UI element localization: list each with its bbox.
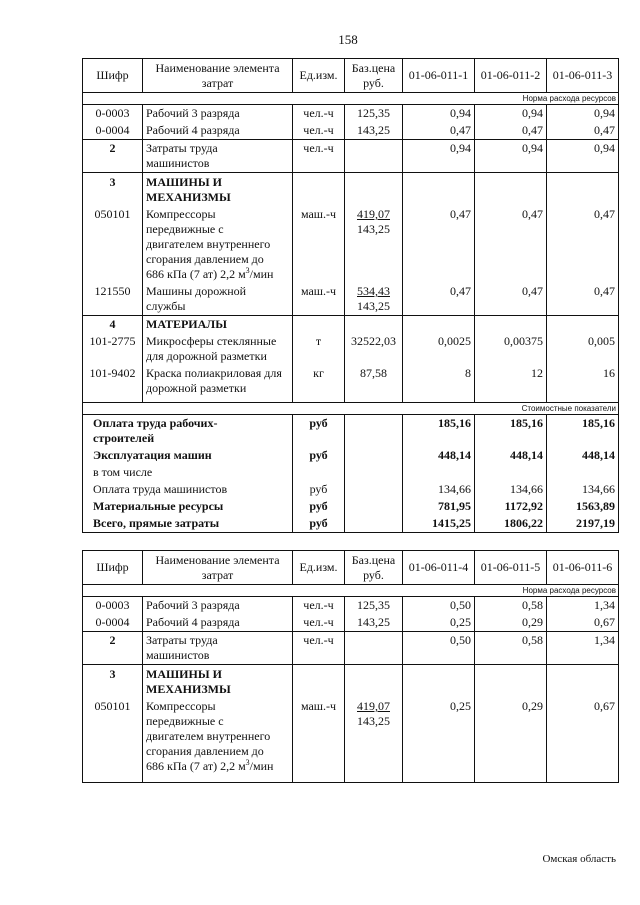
table-row [83, 614, 619, 632]
row-name: Рабочий 4 разряда [143, 614, 293, 632]
total-unit: руб [293, 515, 345, 533]
row-unit: т [293, 333, 345, 365]
row-value: 0,47 [403, 283, 475, 316]
footer-region: Омская область [542, 853, 616, 865]
table-row [83, 333, 619, 365]
row-value: 0,47 [547, 122, 619, 140]
row-code: 0-0003 [83, 597, 143, 615]
header-name: Наименование элемента затрат [143, 59, 293, 93]
total-value: 1415,25 [403, 515, 475, 533]
row-code: 0-0004 [83, 614, 143, 632]
total-label: Оплата труда рабочих- строителей [83, 415, 293, 448]
header-unit: Ед.изм. [293, 551, 345, 585]
header-column-1: 01-06-011-1 [403, 59, 475, 93]
header-unit: Ед.изм. [293, 59, 345, 93]
total-value: 1806,22 [475, 515, 547, 533]
row-value: 0,47 [475, 122, 547, 140]
row-unit: кг [293, 365, 345, 403]
row-value: 0,00375 [475, 333, 547, 365]
row-unit: чел.-ч [293, 632, 345, 665]
total-value: 134,66 [403, 481, 475, 498]
row-value: 0,94 [475, 105, 547, 123]
row-code: 2 [83, 140, 143, 173]
total-label: Эксплуатация машин [83, 447, 293, 464]
row-price: 32522,03 [345, 333, 403, 365]
row-code: 0-0003 [83, 105, 143, 123]
row-unit: чел.-ч [293, 614, 345, 632]
row-code: 101-2775 [83, 333, 143, 365]
row-value: 1,34 [594, 598, 615, 612]
header-price: Баз.цена руб. [345, 59, 403, 93]
row-value: 0,47 [594, 207, 615, 221]
row-name: Компрессоры передвижные с двигателем внутреннего сгорания давлением до 686 кПа (7 ат) 2,2 $м^3$/мин [143, 206, 293, 283]
total-label: Всего, прямые затраты [83, 515, 293, 533]
row-price: 87,58 [345, 365, 403, 403]
row-unit: чел.-ч [293, 140, 345, 173]
row-name: Компрессоры передвижные с двигателем внутреннего сгорания давлением до 686 кПа (7 ат) 2,2 $м^3$/мин [143, 698, 293, 783]
row-unit: маш.-ч [293, 698, 345, 783]
total-value: 448,14 [403, 447, 475, 464]
total-value: 185,16 [475, 415, 547, 448]
header-price: Баз.цена руб. [345, 551, 403, 585]
row-value: 0,47 [475, 283, 547, 316]
group-title: МАТЕРИАЛЫ [143, 316, 293, 334]
row-value: 0,47 [475, 206, 547, 283]
total-value: 448,14 [582, 448, 615, 462]
row-price: 143,25 [345, 614, 403, 632]
row-name: Краска полиакриловая для дорожной разметки [143, 365, 293, 403]
row-value: 0,25 [403, 698, 475, 783]
total-unit: руб [293, 447, 345, 464]
group-row [83, 316, 619, 334]
total-value: 2197,19 [576, 516, 615, 530]
row-value: 0,47 [403, 206, 475, 283]
header-name: Наименование элемента затрат [143, 551, 293, 585]
row-value: 1,34 [547, 632, 619, 665]
total-value: 134,66 [475, 481, 547, 498]
table-row [83, 632, 619, 665]
total-value: 1563,89 [576, 499, 615, 513]
row-unit: чел.-ч [293, 105, 345, 123]
row-price: 419,07 143,25 [345, 206, 403, 283]
row-price: 125,35 [345, 597, 403, 615]
row-value: 0,25 [403, 614, 475, 632]
row-name: Рабочий 3 разряда [143, 597, 293, 615]
group-title: МАШИНЫ И МЕХАНИЗМЫ [143, 665, 293, 699]
group-row [83, 665, 619, 699]
page-number: 158 [338, 32, 358, 47]
header-column-4: 01-06-011-4 [403, 551, 475, 585]
row-value: 0,67 [547, 614, 619, 632]
total-unit: руб [293, 481, 345, 498]
row-code: 0-0004 [83, 122, 143, 140]
section-costs-row [83, 403, 619, 415]
table-row [83, 283, 619, 316]
row-code: 050101 [83, 206, 143, 283]
row-value: 0,94 [594, 106, 615, 120]
header-code: Шифр [83, 551, 143, 585]
group-code: 3 [83, 665, 143, 699]
row-name: Машины дорожной службы [143, 283, 293, 316]
row-value: 0,67 [594, 699, 615, 713]
row-name: Микросферы стеклянные для дорожной разметки [143, 333, 293, 365]
row-code: 101-9402 [83, 365, 143, 403]
row-price [345, 632, 403, 665]
row-value: 0,94 [475, 140, 547, 173]
row-unit: чел.-ч [293, 597, 345, 615]
row-price: 534,43 143,25 [345, 283, 403, 316]
row-code: 050101 [83, 698, 143, 783]
row-price [345, 140, 403, 173]
row-value: 0,50 [403, 632, 475, 665]
row-value: 0,29 [475, 698, 547, 783]
row-name: Затраты труда машинистов [143, 632, 293, 665]
row-code: 2 [83, 632, 143, 665]
header-column-2: 01-06-011-2 [475, 59, 547, 93]
row-unit: чел.-ч [293, 122, 345, 140]
total-unit: руб [293, 415, 345, 448]
table-header-row [83, 551, 619, 585]
table-row [83, 698, 619, 783]
row-unit: маш.-ч [293, 283, 345, 316]
table-row [83, 206, 619, 283]
row-value: 0,0025 [403, 333, 475, 365]
row-value: 0,29 [475, 614, 547, 632]
table-row [83, 140, 619, 173]
table-row [83, 365, 619, 403]
row-value: 0,94 [403, 140, 475, 173]
row-name: Рабочий 4 разряда [143, 122, 293, 140]
row-value: 0,47 [547, 283, 619, 316]
row-value: 0,58 [475, 597, 547, 615]
total-unit: руб [293, 498, 345, 515]
row-price: 125,35 [345, 105, 403, 123]
table-row [83, 597, 619, 615]
total-row [83, 415, 619, 448]
row-unit: маш.-ч [293, 206, 345, 283]
total-row [83, 498, 619, 515]
total-row [83, 447, 619, 464]
group-title: МАШИНЫ И МЕХАНИЗМЫ [143, 173, 293, 207]
total-label: Оплата труда машинистов [83, 481, 293, 498]
table-header-row [83, 59, 619, 93]
section-norms-label: Норма расхода ресурсов [83, 585, 619, 597]
section-norms-label: Норма расхода ресурсов [83, 93, 619, 105]
header-column-3: 01-06-011-3 [547, 59, 619, 93]
total-label: Материальные ресурсы [83, 498, 293, 515]
total-label: в том числе [83, 464, 293, 481]
row-value: 0,58 [475, 632, 547, 665]
row-value: 0,50 [403, 597, 475, 615]
header-column-6: 01-06-011-6 [547, 551, 619, 585]
total-row [83, 515, 619, 533]
header-code: Шифр [83, 59, 143, 93]
total-row [83, 481, 619, 498]
row-value: 16 [547, 365, 619, 403]
row-price: 419,07 143,25 [345, 698, 403, 783]
resource-table-1 [82, 58, 619, 533]
total-value: 448,14 [475, 447, 547, 464]
group-row [83, 173, 619, 207]
total-value: 134,66 [582, 482, 615, 496]
total-value: 185,16 [582, 416, 615, 430]
header-column-5: 01-06-011-5 [475, 551, 547, 585]
row-code: 121550 [83, 283, 143, 316]
section-norms-row [83, 93, 619, 105]
row-name: Рабочий 3 разряда [143, 105, 293, 123]
row-price: 143,25 [345, 122, 403, 140]
row-value: 8 [403, 365, 475, 403]
total-row [83, 464, 619, 481]
total-value: 781,95 [403, 498, 475, 515]
group-code: 4 [83, 316, 143, 334]
table-row [83, 122, 619, 140]
section-norms-row [83, 585, 619, 597]
total-value: 185,16 [403, 415, 475, 448]
row-name: Затраты труда машинистов [143, 140, 293, 173]
row-value: 0,005 [588, 334, 615, 348]
resource-table-2 [82, 550, 619, 783]
section-costs-label: Стоимостные показатели [83, 403, 619, 415]
row-value: 12 [475, 365, 547, 403]
total-value: 1172,92 [475, 498, 547, 515]
row-value: 0,94 [403, 105, 475, 123]
row-value: 0,94 [547, 140, 619, 173]
row-value: 0,47 [403, 122, 475, 140]
group-code: 3 [83, 173, 143, 207]
table-row [83, 105, 619, 123]
